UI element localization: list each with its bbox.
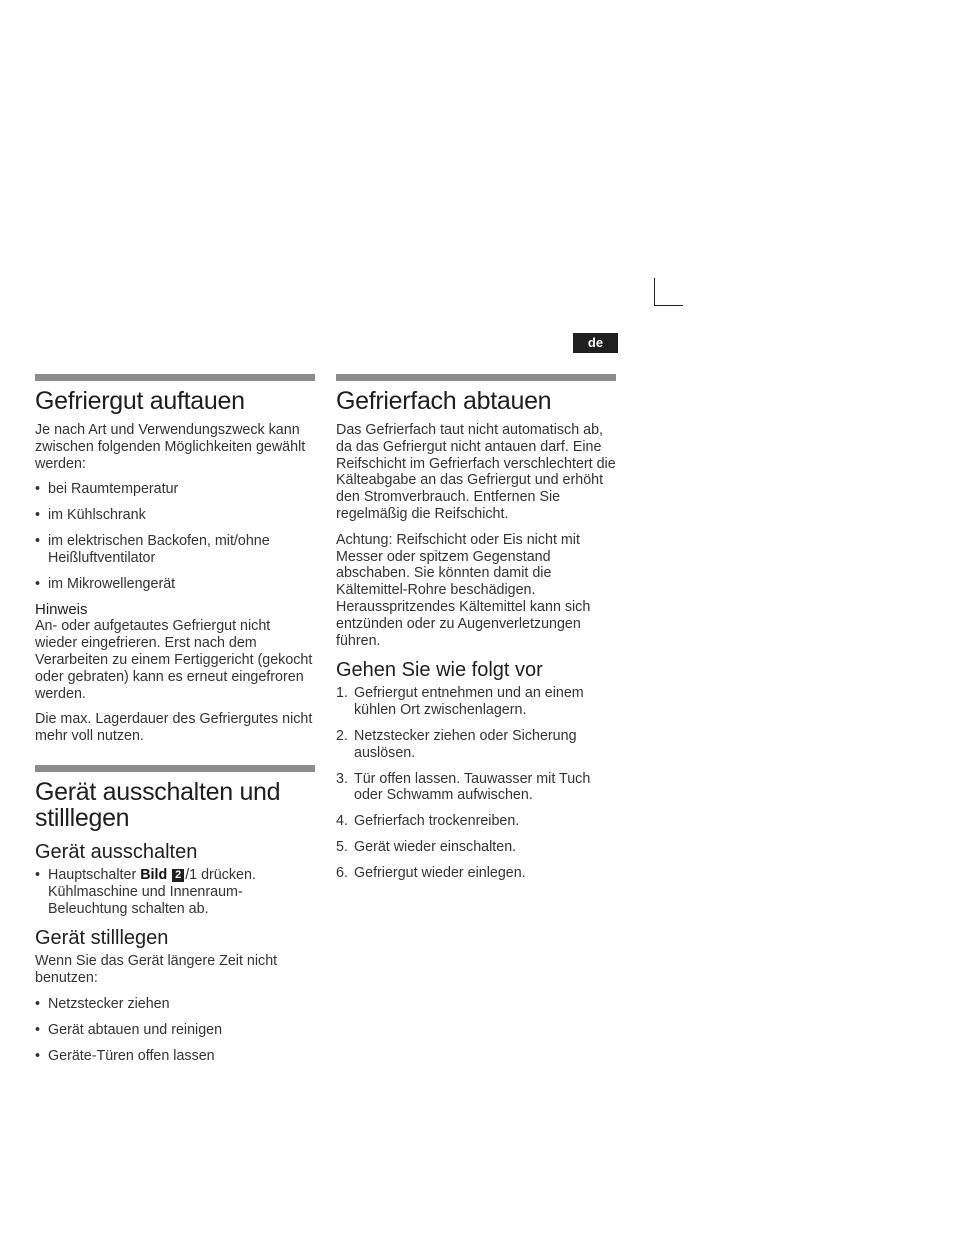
step-number: 3. — [336, 770, 348, 787]
section-title-switch-off: Gerät ausschalten und stilllegen — [35, 777, 281, 832]
steps-title: Gehen Sie wie folgt vor — [336, 659, 543, 682]
list-item: • im Mikrowellengerät — [35, 575, 176, 592]
decommission-list — [35, 996, 315, 1064]
list-item: • im elektrischen Backofen, mit/ohne Heißluftventilator — [35, 532, 270, 566]
language-badge: de — [573, 333, 618, 353]
list-item: • bei Raumtemperatur — [35, 481, 179, 498]
list-item: • Geräte-Türen offen lassen — [35, 1047, 215, 1064]
step-number: 1. — [336, 685, 348, 702]
figure-reference-label: Bild — [140, 866, 168, 883]
section-divider-bar — [35, 765, 315, 772]
list-item: • Gerät abtauen und reinigen — [35, 1021, 223, 1038]
right-column — [336, 374, 616, 891]
list-item: 3. Tür offen lassen. Tauwasser mit Tuch oder Schwamm aufwischen. — [336, 770, 591, 804]
thawing-options-list — [35, 481, 315, 592]
list-item: 6. Gefriergut wieder einlegen. — [336, 864, 526, 881]
crop-mark-vertical — [654, 278, 655, 306]
bullet-marker: • — [35, 1021, 41, 1038]
note-heading: Hinweis — [35, 601, 88, 619]
bullet-marker: • — [35, 1047, 41, 1064]
crop-mark-horizontal — [654, 305, 683, 306]
step-number: 5. — [336, 838, 348, 855]
section-divider-bar — [35, 374, 315, 381]
list-item: 5. Gerät wieder einschalten. — [336, 838, 517, 855]
subsection-title-decommission: Gerät stilllegen — [35, 927, 169, 950]
list-item: 1. Gefriergut entnehmen und an einem kühlen Ort zwischenlagern. — [336, 685, 584, 719]
thawing-intro: Je nach Art und Verwendungszweck kann zwischen folgenden Möglichkeiten gewählt werden: — [35, 422, 306, 472]
bullet-marker: • — [35, 995, 41, 1012]
list-item: 4. Gefrierfach trockenreiben. — [336, 813, 520, 830]
step-number: 4. — [336, 813, 348, 830]
step-number: 6. — [336, 864, 348, 881]
defrost-steps-list — [336, 685, 616, 881]
list-item: • im Kühlschrank — [35, 507, 146, 524]
subsection-title-switch-off: Gerät ausschalten — [35, 840, 198, 863]
bullet-marker: • — [35, 532, 41, 549]
step-number: 2. — [336, 727, 348, 744]
note-text: An- oder aufgetautes Gefriergut nicht wieder eingefrieren. Erst nach dem Verarbeiten zu einem Fertiggericht (gekocht oder gebraten) kann es erneut eingefroren werden. — [35, 618, 313, 702]
section-title-thawing: Gefriergut auftauen — [35, 387, 245, 415]
defrost-warning: Achtung: Reifschicht oder Eis nicht mit Messer oder spitzem Gegenstand abschaben. Sie könnten damit die Kältemittel-Rohre beschädigen. Herausspritzendes Kältemittel kann sich entzünden oder zu Augenverletzungen führen. — [336, 531, 591, 649]
left-column — [35, 374, 315, 1073]
defrost-description: Das Gefrierfach taut nicht automatisch ab, da das Gefriergut nicht antauen darf. Eine Reifschicht im Gefrierfach verschlechtert die Kälteabgabe an das Gefriergut und erhöht den Stromverbrauch. Entfernen Sie regelmäßig die Reifschicht. — [336, 422, 616, 522]
section-divider-bar — [336, 374, 616, 381]
bullet-marker: • — [35, 575, 41, 592]
bullet-marker: • — [35, 507, 41, 524]
switch-off-list — [35, 867, 315, 917]
list-item: 2. Netzstecker ziehen oder Sicherung auslösen. — [336, 727, 577, 761]
figure-number-badge: 2 — [172, 869, 184, 882]
list-item: • Hauptschalter Bild 2 /1 drücken. Kühlmaschine und Innenraum-Beleuchtung schalten ab. — [35, 866, 256, 917]
section-title-defrost: Gefrierfach abtauen — [336, 387, 552, 415]
list-item: • Netzstecker ziehen — [35, 995, 170, 1012]
bullet-marker: • — [35, 866, 41, 883]
decommission-intro: Wenn Sie das Gerät längere Zeit nicht benutzen: — [35, 953, 278, 987]
bullet-marker: • — [35, 481, 41, 498]
note-text-storage: Die max. Lagerdauer des Gefriergutes nicht mehr voll nutzen. — [35, 711, 313, 745]
